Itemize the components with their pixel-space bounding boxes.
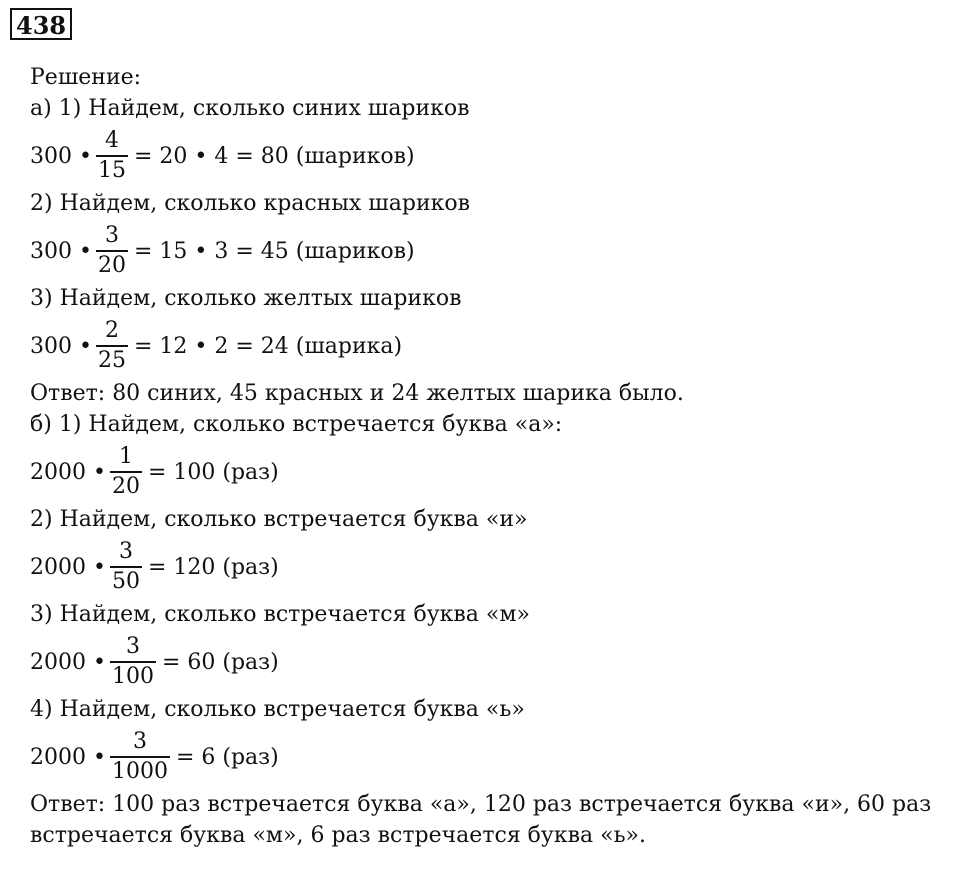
fraction <box>96 127 128 185</box>
eq-right: = 100 (раз) <box>147 459 279 485</box>
fraction-denominator: 20 <box>110 471 142 501</box>
part-b-equation-4 <box>30 725 950 789</box>
eq-left: 300 • <box>30 143 92 169</box>
eq-left: 300 • <box>30 238 92 264</box>
part-b-equation-2 <box>30 535 950 599</box>
fraction-numerator: 4 <box>104 128 119 153</box>
fraction-denominator: 1000 <box>110 756 170 786</box>
fraction-numerator: 3 <box>104 223 119 248</box>
eq-right: = 60 (раз) <box>161 649 279 675</box>
eq-right: = 15 • 3 = 45 (шариков) <box>133 238 415 264</box>
fraction <box>96 317 128 375</box>
eq-right: = 20 • 4 = 80 (шариков) <box>133 143 415 169</box>
part-b-step-1: б) 1) Найдем, сколько встречается буква «а»: <box>30 412 563 437</box>
part-b-step-4: 4) Найдем, сколько встречается буква «ь» <box>30 697 525 722</box>
fraction <box>110 728 170 786</box>
eq-right: = 12 • 2 = 24 (шарика) <box>133 333 403 359</box>
eq-right: = 120 (раз) <box>147 554 279 580</box>
problem-number: 438 <box>10 8 72 40</box>
part-a-equation-3 <box>30 314 950 378</box>
fraction <box>96 222 128 280</box>
part-a-step-3: 3) Найдем, сколько желтых шариков <box>30 286 462 311</box>
part-b-equation-1 <box>30 440 950 504</box>
fraction-numerator: 3 <box>132 729 147 754</box>
fraction-denominator: 50 <box>110 566 142 596</box>
fraction-numerator: 3 <box>125 634 140 659</box>
part-a-equation-2 <box>30 219 950 283</box>
part-a-step-1: а) 1) Найдем, сколько синих шариков <box>30 96 470 121</box>
eq-left: 2000 • <box>30 459 106 485</box>
part-b-step-2: 2) Найдем, сколько встречается буква «и» <box>30 507 528 532</box>
fraction <box>110 633 156 691</box>
eq-right: = 6 (раз) <box>175 744 279 770</box>
fraction-numerator: 3 <box>118 539 133 564</box>
part-a-step-2: 2) Найдем, сколько красных шариков <box>30 191 470 216</box>
eq-left: 2000 • <box>30 649 106 675</box>
part-a-answer: Ответ: 80 синих, 45 красных и 24 желтых шарика было. <box>30 381 684 406</box>
fraction-denominator: 25 <box>96 345 128 375</box>
part-b-answer: Ответ: 100 раз встречается буква «а», 120 раз встречается буква «и», 60 раз встречается буква «м», 6 раз встречается буква «ь». <box>30 792 932 848</box>
fraction-denominator: 100 <box>110 661 156 691</box>
eq-left: 300 • <box>30 333 92 359</box>
part-b-step-3: 3) Найдем, сколько встречается буква «м» <box>30 602 530 627</box>
fraction <box>110 538 142 596</box>
part-a-equation-1 <box>30 124 950 188</box>
eq-left: 2000 • <box>30 744 106 770</box>
fraction-denominator: 15 <box>96 155 128 185</box>
eq-left: 2000 • <box>30 554 106 580</box>
part-b-equation-3 <box>30 630 950 694</box>
fraction-numerator: 1 <box>118 444 133 469</box>
solution-heading: Решение: <box>30 65 142 90</box>
fraction-numerator: 2 <box>104 318 119 343</box>
solution-content <box>30 62 950 851</box>
fraction-denominator: 20 <box>96 250 128 280</box>
fraction <box>110 443 142 501</box>
